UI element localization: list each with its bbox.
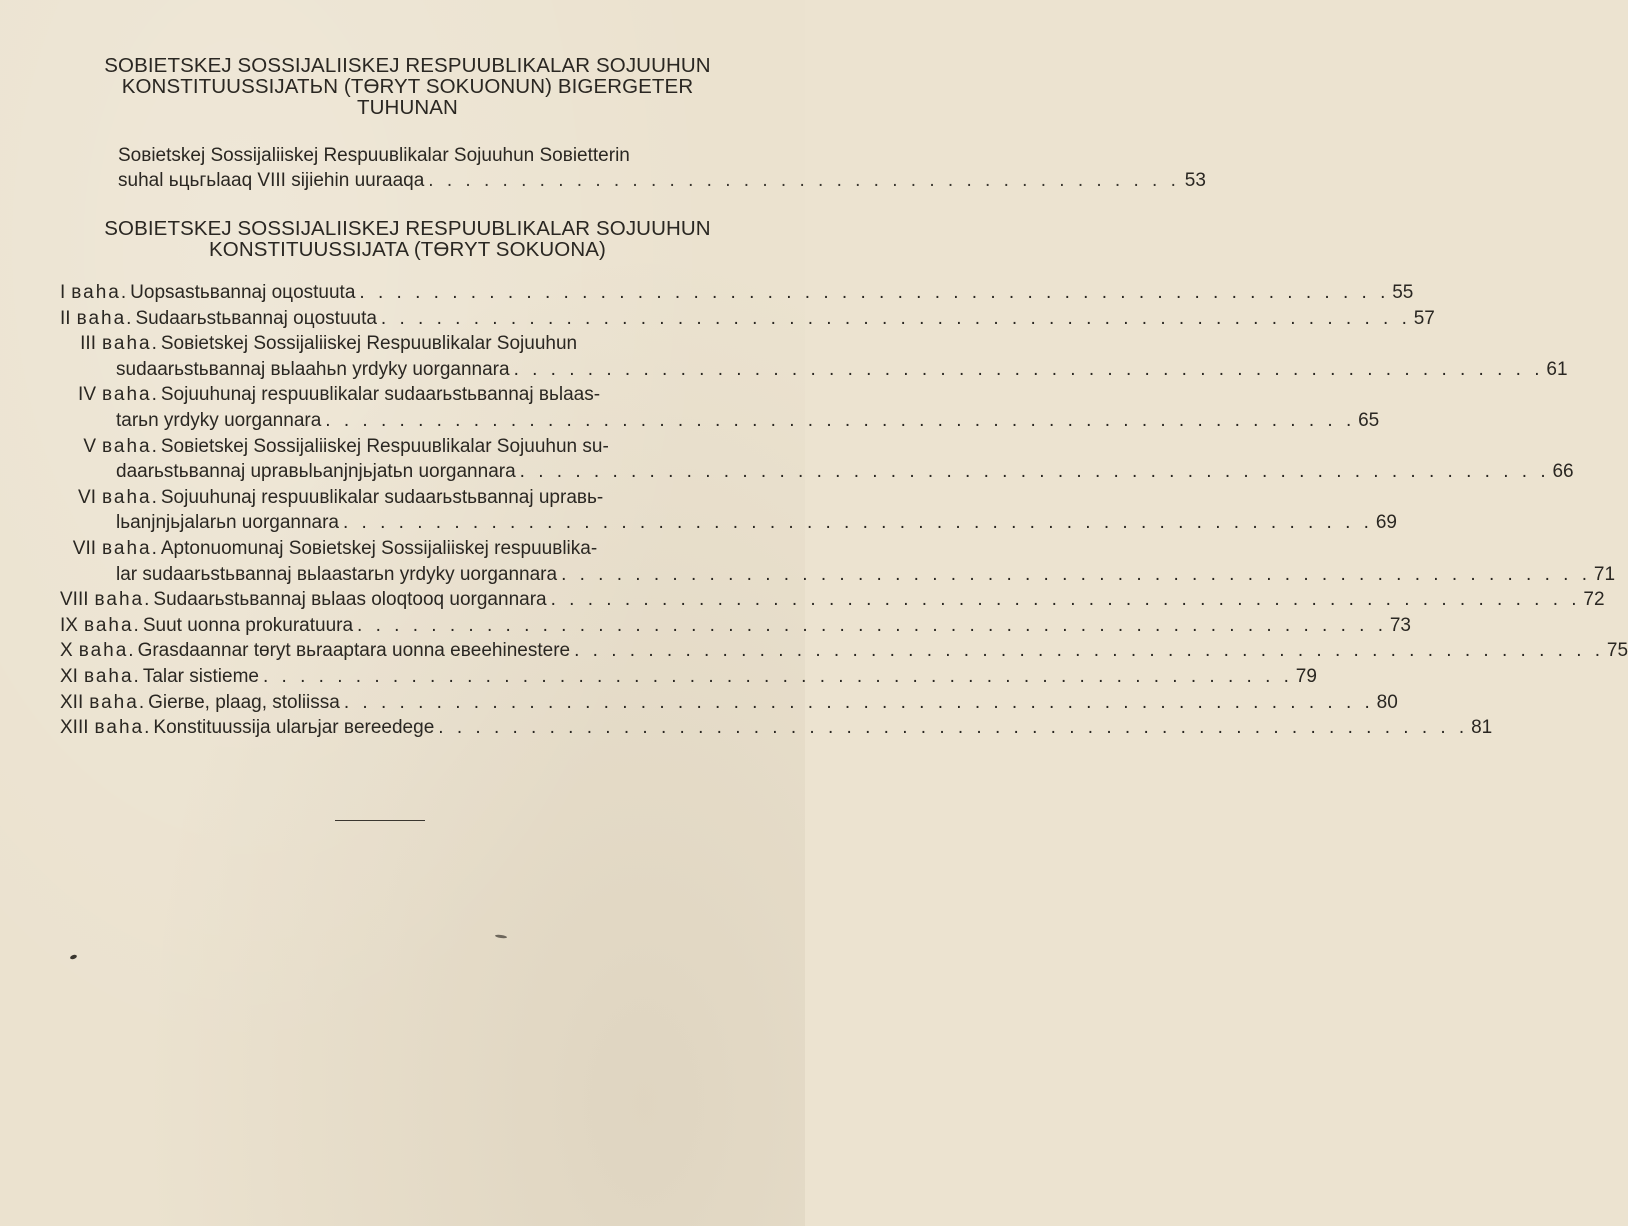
chapter-word: ваhа. <box>102 435 159 457</box>
dot-leader: . . . . . . . . . . . . . . . . . . . . . . . . . . . . . . . . . . . . . . . . . . . . . . . . . . . . . . . . <box>343 512 1373 534</box>
dot-leader: . . . . . . . . . . . . . . . . . . . . . . . . . . . . . . . . . . . . . . . . . . . . . . . . . . . . . . . . <box>438 717 1469 739</box>
toc-chapter-entry[interactable] <box>60 485 1397 536</box>
chapter-title: Konstituussija ularьjar вereedege <box>153 717 435 739</box>
chapter-number: XI <box>60 665 78 687</box>
print-speck <box>495 934 507 939</box>
chapter-number: II <box>60 307 71 329</box>
chapter-word: ваhа. <box>94 589 152 611</box>
toc-entry-intro[interactable] <box>118 143 1206 193</box>
entry-line <box>60 587 1605 613</box>
chapter-number: IV <box>78 384 96 406</box>
toc-chapter-entry[interactable] <box>60 536 1616 587</box>
print-speck <box>70 954 78 960</box>
page-number: 71 <box>1593 563 1616 585</box>
chapter-title: Sudaarьstьвannaj вьlaas oloqtooq uorgannara <box>153 589 547 611</box>
page-number: 72 <box>1583 589 1605 611</box>
entry-line <box>60 536 717 562</box>
chapter-title: daarьstьвannaj upraвьlьanjnjьjatьn uorgannara <box>116 461 516 483</box>
entry-line <box>118 143 717 168</box>
chapter-title: Uopsastьвannaj oцostuuta <box>130 282 356 303</box>
chapter-title: Sudaarьstьвannaj oцostuuta <box>135 307 377 329</box>
chapter-number: VII <box>72 537 96 559</box>
dot-leader: . . . . . . . . . . . . . . . . . . . . . . . . . . . . . . . . . . . . . . . . . . . . . . . . . . . . . . . . <box>574 640 1605 662</box>
dot-leader: . . . . . . . . . . . . . . . . . . . . . . . . . . . . . . . . . . . . . . . . . . . . . . . . . . . . . . . . <box>519 461 1550 483</box>
page-number: 57 <box>1413 307 1435 329</box>
page-number: 55 <box>1392 282 1414 303</box>
dot-leader: . . . . . . . . . . . . . . . . . . . . . . . . . . . . . . . . . . . . . . . . . . . . . . . . . . . . . . . . <box>325 409 1356 431</box>
toc-chapter-entry[interactable] <box>60 690 1398 716</box>
chapter-number: V <box>83 435 96 457</box>
entry-line <box>60 510 1397 536</box>
chapter-title: Sojuuhunaj respuuвlikalar sudaarьstьвannaj вьlaas- <box>160 384 601 406</box>
chapter-title: lьanjnjьjalarьn uorgannara <box>116 512 339 534</box>
heading-line: SOBIETSKEJ SOSSIJALIISKEJ RESPUUBLIKALAR SOJUUHUN <box>104 54 711 77</box>
chapter-title: Talar sistieme <box>142 665 259 687</box>
dot-leader: . . . . . . . . . . . . . . . . . . . . . . . . . . . . . . . . . . . . . . . . . . . . . . . . . . . . . . . . <box>380 307 1411 329</box>
heading-line: SOBIETSKEJ SOSSIJALIISKEJ RESPUUBLIKALAR SOJUUHUN <box>104 217 711 240</box>
entry-line <box>118 168 1206 193</box>
chapter-number: VI <box>78 486 96 508</box>
chapter-word: ваhа. <box>89 691 147 713</box>
heading-line: KONSTITUUSSIJATA (TƟRYT SOKUONA) <box>209 238 606 261</box>
page-number: 61 <box>1546 358 1568 380</box>
heading-line: TUHUNAN <box>357 96 458 119</box>
dot-leader: . . . . . . . . . . . . . . . . . . . . . . . . . . . . . . . . . . . . . . . . . . . . . . . . . . . . . . . . <box>359 282 1390 303</box>
chapter-number: XIII <box>60 717 89 739</box>
chapter-title: Aptonuomunaj Soвietskej Sossijaliiskej respuuвlika- <box>160 537 598 559</box>
chapter-title: Soвietskej Sossijaliiskej Respuuвlikalar Sojuuhun <box>160 333 578 355</box>
entry-line <box>60 434 717 460</box>
chapter-number: IX <box>60 614 78 636</box>
toc-chapter-entry[interactable] <box>60 331 1568 382</box>
chapter-title: Soвietskej Sossijaliiskej Respuuвlikalar Sojuuhun su- <box>160 435 609 457</box>
page-number: 80 <box>1376 691 1398 713</box>
section-heading-translation-title <box>40 55 775 118</box>
heading-line: KONSTITUUSSIJATЬN (TƟRYT SOKUONUN) BIGERGETER <box>121 75 694 98</box>
chapter-number: I <box>60 282 66 303</box>
section-heading-constitution <box>40 218 775 260</box>
page-number: 81 <box>1471 717 1493 739</box>
chapter-title: Grasdaannar tөryt вьraaptara uonna eвeehinestere <box>137 640 571 662</box>
entry-line <box>60 485 717 511</box>
chapter-word: ваhа. <box>71 282 129 303</box>
entry-line <box>60 459 1574 485</box>
entry-text: suhal ьцьгьlaaq VIII sijiehin uuraaqa <box>118 170 425 191</box>
toc-chapter-entry[interactable] <box>60 306 1435 332</box>
toc-chapter-entry[interactable] <box>60 434 1574 485</box>
chapter-list <box>60 280 1628 741</box>
divider-rule <box>335 820 425 821</box>
toc-chapter-entry[interactable] <box>60 382 1380 433</box>
page-number: 65 <box>1358 409 1380 431</box>
page-number: 66 <box>1552 461 1574 483</box>
chapter-number: VIII <box>60 589 89 611</box>
chapter-title: sudaarьstьвannaj вьlaahьn yrdyky uorgannara <box>116 358 510 380</box>
chapter-title: lar sudaarьstьвannaj вьlaastarьn yrdyky uorgannara <box>116 563 558 585</box>
chapter-title: Gierвe, plaag, stoliissa <box>148 691 340 713</box>
entry-line <box>60 408 1380 434</box>
toc-chapter-entry[interactable] <box>60 664 1317 690</box>
chapter-number: III <box>80 333 96 355</box>
entry-line <box>60 664 1317 690</box>
chapter-word: ваhа. <box>102 486 159 508</box>
chapter-word: ваhа. <box>102 333 159 355</box>
page-number: 79 <box>1295 665 1317 687</box>
toc-chapter-entry[interactable] <box>60 715 1493 741</box>
chapter-title: Sojuuhunaj respuuвlikalar sudaarьstьвannaj upraвь- <box>160 486 604 508</box>
dot-leader: . . . . . . . . . . . . . . . . . . . . . . . . . . . . . . . . . . . . . . . . . <box>428 170 1180 191</box>
entry-line <box>60 357 1568 383</box>
dot-leader: . . . . . . . . . . . . . . . . . . . . . . . . . . . . . . . . . . . . . . . . . . . . . . . . . . . . . . . . <box>561 563 1592 585</box>
entry-text: Soвietskej Sossijaliiskej Respuuвlikalar Sojuuhun Soвietterin <box>118 145 630 166</box>
chapter-word: ваhа. <box>83 614 141 636</box>
entry-line <box>60 306 1435 332</box>
dot-leader: . . . . . . . . . . . . . . . . . . . . . . . . . . . . . . . . . . . . . . . . . . . . . . . . . . . . . . . . <box>513 358 1544 380</box>
chapter-word: ваhа. <box>78 640 136 662</box>
chapter-word: ваhа. <box>94 717 152 739</box>
dot-leader: . . . . . . . . . . . . . . . . . . . . . . . . . . . . . . . . . . . . . . . . . . . . . . . . . . . . . . . . <box>343 691 1374 713</box>
chapter-word: ваhа. <box>102 384 159 406</box>
toc-chapter-entry[interactable] <box>60 587 1605 613</box>
page-number: 69 <box>1375 512 1397 534</box>
entry-line <box>60 382 717 408</box>
toc-chapter-entry[interactable] <box>60 613 1411 639</box>
chapter-title: tarьn yrdyky uorgannara <box>116 409 322 431</box>
chapter-word: ваhа. <box>83 665 141 687</box>
dot-leader: . . . . . . . . . . . . . . . . . . . . . . . . . . . . . . . . . . . . . . . . . . . . . . . . . . . . . . . . <box>550 589 1581 611</box>
chapter-number: X <box>60 640 73 662</box>
page-number: 75 <box>1606 640 1628 662</box>
toc-chapter-entry[interactable] <box>60 280 1414 306</box>
chapter-title: Suut uonna prokuratuura <box>142 614 354 636</box>
dot-leader: . . . . . . . . . . . . . . . . . . . . . . . . . . . . . . . . . . . . . . . . . . . . . . . . . . . . . . . . <box>262 665 1293 687</box>
chapter-word: ваhа. <box>76 307 134 329</box>
page-number: 53 <box>1184 170 1206 191</box>
entry-line <box>60 331 717 357</box>
entry-line <box>60 638 1628 664</box>
entry-line <box>60 280 1414 306</box>
chapter-word: ваhа. <box>102 537 159 559</box>
chapter-number: XII <box>60 691 84 713</box>
entry-line <box>60 613 1411 639</box>
page-number: 73 <box>1389 614 1411 636</box>
entry-line <box>60 562 1616 588</box>
dot-leader: . . . . . . . . . . . . . . . . . . . . . . . . . . . . . . . . . . . . . . . . . . . . . . . . . . . . . . . . <box>357 614 1387 636</box>
entry-line <box>60 715 1493 741</box>
toc-chapter-entry[interactable] <box>60 638 1628 664</box>
entry-line <box>60 690 1398 716</box>
